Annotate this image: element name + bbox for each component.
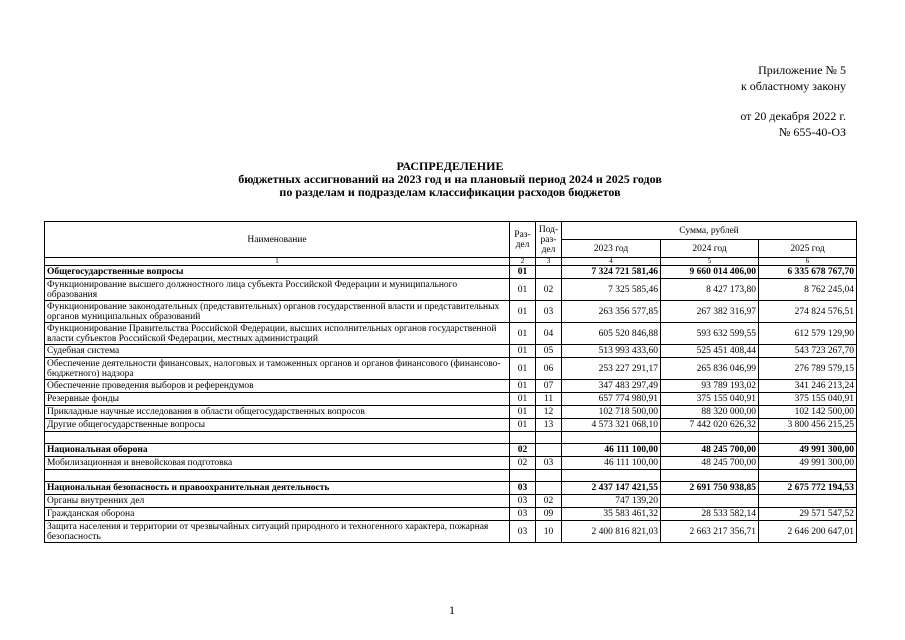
row-amount-2024: 48 245 700,00 bbox=[661, 457, 759, 470]
row-amount-2024: 265 836 046,99 bbox=[661, 358, 759, 380]
row-razdel: 01 bbox=[510, 279, 536, 301]
row-amount-2024: 525 451 408,44 bbox=[661, 345, 759, 358]
section-row bbox=[45, 266, 857, 279]
row-amount-2025: 49 991 300,00 bbox=[759, 457, 857, 470]
title-line: РАСПРЕДЕЛЕНИЕ bbox=[396, 159, 504, 173]
row-razdel: 01 bbox=[510, 419, 536, 432]
row-podrazdel: 06 bbox=[536, 358, 562, 380]
column-number: 4 bbox=[562, 258, 661, 266]
header-year-2025: 2025 год bbox=[759, 240, 857, 258]
row-podrazdel: 10 bbox=[536, 521, 562, 543]
table-row bbox=[45, 393, 857, 406]
row-amount-2023: 7 325 585,46 bbox=[562, 279, 661, 301]
row-amount-2025: 276 789 579,15 bbox=[759, 358, 857, 380]
row-amount-2023: 7 324 721 581,46 bbox=[562, 266, 661, 279]
row-podrazdel: 04 bbox=[536, 323, 562, 345]
table-row bbox=[45, 457, 857, 470]
row-amount-2023: 2 400 816 821,03 bbox=[562, 521, 661, 543]
row-razdel: 03 bbox=[510, 508, 536, 521]
row-amount-2025: 375 155 040,91 bbox=[759, 393, 857, 406]
row-amount-2025: 8 762 245,04 bbox=[759, 279, 857, 301]
row-razdel: 02 bbox=[510, 444, 536, 457]
appendix-line: № 655-40-ОЗ bbox=[778, 125, 846, 139]
row-podrazdel: 11 bbox=[536, 393, 562, 406]
column-number: 2 bbox=[510, 258, 536, 266]
row-podrazdel: 12 bbox=[536, 406, 562, 419]
row-podrazdel: 13 bbox=[536, 419, 562, 432]
row-name: Мобилизационная и вневойсковая подготовка bbox=[45, 457, 510, 470]
spacer-row bbox=[45, 432, 857, 444]
document-title bbox=[100, 160, 800, 199]
table-row bbox=[45, 301, 857, 323]
row-amount-2023: 102 718 500,00 bbox=[562, 406, 661, 419]
row-amount-2023: 263 356 577,85 bbox=[562, 301, 661, 323]
row-razdel: 01 bbox=[510, 380, 536, 393]
row-amount-2025: 2 646 200 647,01 bbox=[759, 521, 857, 543]
table-row bbox=[45, 406, 857, 419]
row-amount-2023: 513 993 433,60 bbox=[562, 345, 661, 358]
row-podrazdel: 09 bbox=[536, 508, 562, 521]
row-podrazdel: 02 bbox=[536, 279, 562, 301]
row-amount-2023: 253 227 291,17 bbox=[562, 358, 661, 380]
row-amount-2023: 46 111 100,00 bbox=[562, 457, 661, 470]
table-row bbox=[45, 279, 857, 301]
row-amount-2023: 2 437 147 421,55 bbox=[562, 482, 661, 495]
row-amount-2023: 35 583 461,32 bbox=[562, 508, 661, 521]
row-amount-2025: 3 800 456 215,25 bbox=[759, 419, 857, 432]
row-amount-2024: 9 660 014 406,00 bbox=[661, 266, 759, 279]
table-row bbox=[45, 508, 857, 521]
row-razdel: 01 bbox=[510, 301, 536, 323]
appendix-line: от 20 декабря 2022 г. bbox=[740, 109, 846, 123]
row-razdel: 01 bbox=[510, 406, 536, 419]
row-name: Национальная безопасность и правоохранительная деятельность bbox=[45, 482, 510, 495]
row-podrazdel: 05 bbox=[536, 345, 562, 358]
row-amount-2025: 102 142 500,00 bbox=[759, 406, 857, 419]
row-amount-2025: 2 675 772 194,53 bbox=[759, 482, 857, 495]
row-amount-2025: 274 824 576,51 bbox=[759, 301, 857, 323]
row-name: Функционирование Правительства Российской Федерации, высших исполнительных органов государственной власти субъектов Российской Федерации, местных администраций bbox=[45, 323, 510, 345]
row-razdel: 03 bbox=[510, 521, 536, 543]
table-row bbox=[45, 419, 857, 432]
row-name: Общегосударственные вопросы bbox=[45, 266, 510, 279]
column-number: 6 bbox=[759, 258, 857, 266]
row-podrazdel bbox=[536, 266, 562, 279]
appendix-line: Приложение № 5 bbox=[758, 63, 846, 77]
row-amount-2025: 612 579 129,90 bbox=[759, 323, 857, 345]
table-row bbox=[45, 380, 857, 393]
row-amount-2025: 6 335 678 767,70 bbox=[759, 266, 857, 279]
row-amount-2024: 93 789 193,02 bbox=[661, 380, 759, 393]
spacer bbox=[600, 94, 846, 108]
section-row bbox=[45, 444, 857, 457]
row-name: Обеспечение деятельности финансовых, налоговых и таможенных органов и органов финансового (финансово-бюджетного) надзора bbox=[45, 358, 510, 380]
row-amount-2023: 46 111 100,00 bbox=[562, 444, 661, 457]
row-amount-2023: 605 520 846,88 bbox=[562, 323, 661, 345]
row-name: Прикладные научные исследования в области общегосударственных вопросов bbox=[45, 406, 510, 419]
row-razdel: 01 bbox=[510, 393, 536, 406]
row-amount-2024: 267 382 316,97 bbox=[661, 301, 759, 323]
row-name: Судебная система bbox=[45, 345, 510, 358]
row-razdel: 03 bbox=[510, 482, 536, 495]
row-amount-2025: 341 246 213,24 bbox=[759, 380, 857, 393]
row-amount-2024: 2 663 217 356,71 bbox=[661, 521, 759, 543]
row-amount-2025: 543 723 267,70 bbox=[759, 345, 857, 358]
row-name: Защита населения и территории от чрезвычайных ситуаций природного и техногенного характера, пожарная безопасность bbox=[45, 521, 510, 543]
row-name: Национальная оборона bbox=[45, 444, 510, 457]
row-podrazdel bbox=[536, 482, 562, 495]
title-line: по разделам и подразделам классификации расходов бюджетов bbox=[279, 185, 621, 199]
row-name: Другие общегосударственные вопросы bbox=[45, 419, 510, 432]
table-row bbox=[45, 495, 857, 508]
row-amount-2023: 4 573 321 068,10 bbox=[562, 419, 661, 432]
row-razdel: 03 bbox=[510, 495, 536, 508]
budget-table bbox=[44, 221, 857, 543]
row-amount-2024: 48 245 700,00 bbox=[661, 444, 759, 457]
row-amount-2024: 375 155 040,91 bbox=[661, 393, 759, 406]
column-number: 3 bbox=[536, 258, 562, 266]
title-line: бюджетных ассигнований на 2023 год и на плановый период 2024 и 2025 годов bbox=[238, 172, 662, 186]
row-podrazdel: 07 bbox=[536, 380, 562, 393]
row-name: Обеспечение проведения выборов и референдумов bbox=[45, 380, 510, 393]
row-razdel: 01 bbox=[510, 266, 536, 279]
row-amount-2024: 88 320 000,00 bbox=[661, 406, 759, 419]
page-number: 1 bbox=[449, 603, 455, 617]
section-row bbox=[45, 482, 857, 495]
row-amount-2023: 747 139,20 bbox=[562, 495, 661, 508]
table-row bbox=[45, 345, 857, 358]
row-name: Органы внутренних дел bbox=[45, 495, 510, 508]
row-amount-2025: 49 991 300,00 bbox=[759, 444, 857, 457]
header-sum: Сумма, рублей bbox=[562, 222, 857, 240]
row-podrazdel bbox=[536, 444, 562, 457]
header-name: Наименование bbox=[45, 222, 510, 258]
table-row bbox=[45, 323, 857, 345]
row-name: Функционирование высшего должностного лица субъекта Российской Федерации и муниципального образования bbox=[45, 279, 510, 301]
row-amount-2024: 593 632 599,55 bbox=[661, 323, 759, 345]
row-name: Функционирование законодательных (представительных) органов государственной власти и представительных органов муниципальных образований bbox=[45, 301, 510, 323]
row-amount-2024: 8 427 173,80 bbox=[661, 279, 759, 301]
row-amount-2024: 2 691 750 938,85 bbox=[661, 482, 759, 495]
row-podrazdel: 03 bbox=[536, 301, 562, 323]
spacer-row bbox=[45, 470, 857, 482]
row-amount-2025: 29 571 547,52 bbox=[759, 508, 857, 521]
header-year-2023: 2023 год bbox=[562, 240, 661, 258]
table-row bbox=[45, 358, 857, 380]
header-year-2024: 2024 год bbox=[661, 240, 759, 258]
row-amount-2023: 657 774 980,91 bbox=[562, 393, 661, 406]
row-razdel: 01 bbox=[510, 345, 536, 358]
row-amount-2025 bbox=[759, 495, 857, 508]
row-podrazdel: 03 bbox=[536, 457, 562, 470]
row-razdel: 01 bbox=[510, 323, 536, 345]
row-razdel: 01 bbox=[510, 358, 536, 380]
appendix-block bbox=[600, 62, 846, 140]
column-number: 1 bbox=[45, 258, 510, 266]
row-podrazdel: 02 bbox=[536, 495, 562, 508]
row-amount-2024 bbox=[661, 495, 759, 508]
table-row bbox=[45, 521, 857, 543]
header-razdel: Раз-дел bbox=[510, 222, 536, 258]
row-name: Гражданская оборона bbox=[45, 508, 510, 521]
appendix-line: к областному закону bbox=[740, 79, 846, 93]
row-amount-2024: 28 533 582,14 bbox=[661, 508, 759, 521]
column-number: 5 bbox=[661, 258, 759, 266]
row-name: Резервные фонды bbox=[45, 393, 510, 406]
header-podrazdel: Под-раз-дел bbox=[536, 222, 562, 258]
row-amount-2023: 347 483 297,49 bbox=[562, 380, 661, 393]
row-razdel: 02 bbox=[510, 457, 536, 470]
row-amount-2024: 7 442 020 626,32 bbox=[661, 419, 759, 432]
